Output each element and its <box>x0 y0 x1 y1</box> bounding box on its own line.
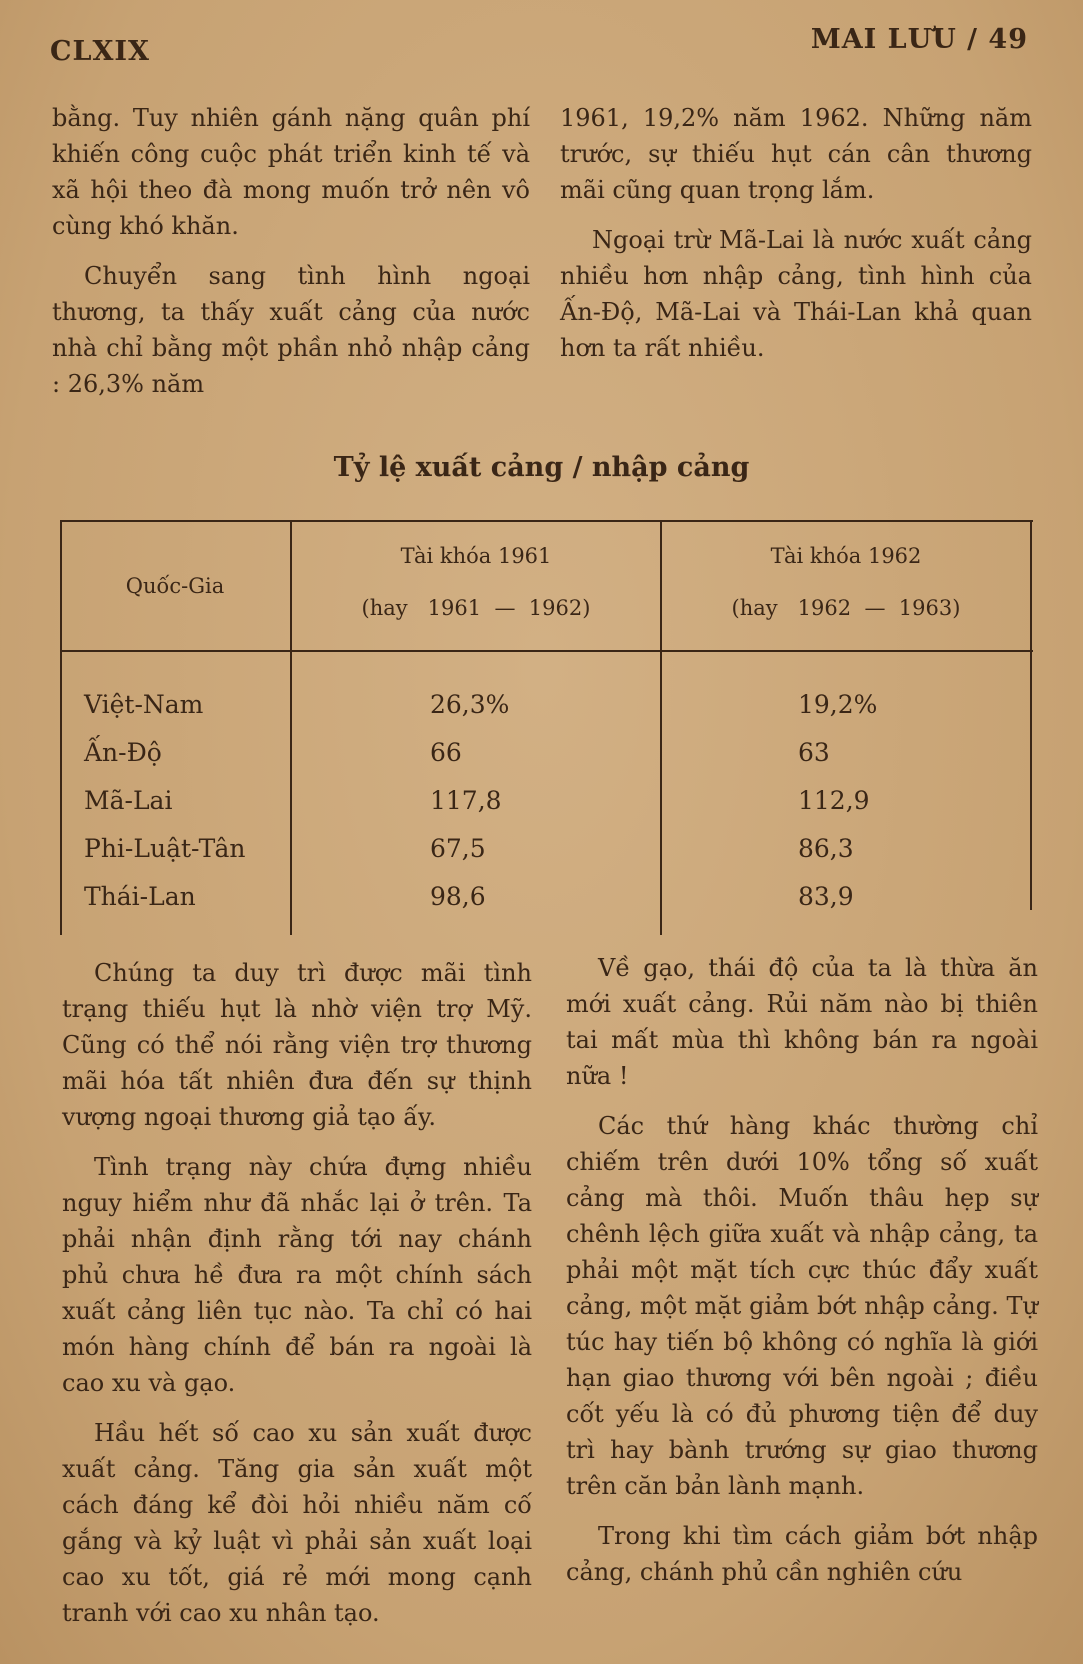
header-bottom-rule <box>60 650 1033 652</box>
value-1962-cell: 19,2% <box>798 690 878 719</box>
value-1962-cell: 86,3 <box>798 834 854 863</box>
running-title-page-number: MAI LƯU / 49 <box>810 24 1028 55</box>
bottom-left-column <box>62 955 532 1645</box>
country-cell: Mã-Lai <box>84 786 173 815</box>
header-country: Quốc-Gia <box>125 574 225 598</box>
paragraph: Ngoại trừ Mã-Lai là nước xuất cảng nhiều hơn nhập cảng, tình hình của Ấn-Độ, Mã-Lai và Thái-Lan khả quan hơn ta rất nhiều. <box>560 226 1032 362</box>
country-cell: Thái-Lan <box>84 882 196 911</box>
country-cell: Ấn-Độ <box>84 738 162 767</box>
top-left-column <box>52 100 530 416</box>
paragraph: Các thứ hàng khác thường chỉ chiếm trên dưới 10% tổng số xuất cảng mà thôi. Muốn thâu hẹp sự chênh lệch giữa xuất và nhập cảng, ta phải một mặt tích cực thúc đẩy xuất cảng, một mặt giảm bớt nhập cảng. Tự túc hay tiến bộ không có nghĩa là giới hạn giao thương với bên ngoài ; điều cốt yếu là có đủ phương tiện để duy trì hay bành trướng sự giao thương trên căn bản lành mạnh. <box>566 1112 1038 1500</box>
value-1961-cell: 98,6 <box>430 882 486 911</box>
header-fy1962-range: (hay 1962 — 1963) <box>731 596 961 620</box>
value-1962-cell: 83,9 <box>798 882 854 911</box>
value-1962-cell: 63 <box>798 738 830 767</box>
paragraph: Tình trạng này chứa đựng nhiều nguy hiểm như đã nhắc lại ở trên. Ta phải nhận định rằng tới nay chánh phủ chưa hề đưa ra một chính sách xuất cảng liên tục nào. Ta chỉ có hai món hàng chính để bán ra ngoài là cao xu và gạo. <box>62 1153 532 1397</box>
table-title: Tỷ lệ xuất cảng / nhập cảng <box>333 452 750 483</box>
section-number: CLXIX <box>50 36 151 67</box>
value-1961-cell: 26,3% <box>430 690 510 719</box>
bottom-right-column <box>566 950 1038 1604</box>
table-top-rule <box>60 520 1033 522</box>
paragraph: Về gạo, thái độ của ta là thừa ăn mới xuất cảng. Rủi năm nào bị thiên tai mất mùa thì không bán ra ngoài nữa ! <box>566 954 1038 1090</box>
header-fy1961: Tài khóa 1961 <box>400 544 552 568</box>
export-import-ratio-table <box>60 520 1033 935</box>
value-1962-cell: 112,9 <box>798 786 870 815</box>
country-cell: Việt-Nam <box>84 690 204 719</box>
header-fy1961-range: (hay 1961 — 1962) <box>361 596 591 620</box>
value-1961-cell: 117,8 <box>430 786 502 815</box>
country-cell: Phi-Luật-Tân <box>84 834 246 863</box>
page-header <box>50 22 1028 67</box>
value-1961-cell: 66 <box>430 738 462 767</box>
header-fy1962: Tài khóa 1962 <box>770 544 922 568</box>
value-1961-cell: 67,5 <box>430 834 486 863</box>
top-right-column <box>560 100 1032 380</box>
paragraph: 1961, 19,2% năm 1962. Những năm trước, sự thiếu hụt cán cân thương mãi cũng quan trọng lắm. <box>560 104 1032 204</box>
paragraph: Chuyển sang tình hình ngoại thương, ta thấy xuất cảng của nước nhà chỉ bằng một phần nhỏ nhập cảng : 26,3% năm <box>52 262 530 398</box>
paragraph: bằng. Tuy nhiên gánh nặng quân phí khiến công cuộc phát triển kinh tế và xã hội theo đà mong muốn trở nên vô cùng khó khăn. <box>52 104 530 240</box>
paragraph: Chúng ta duy trì được mãi tình trạng thiếu hụt là nhờ viện trợ Mỹ. Cũng có thể nói rằng viện trợ thương mãi hóa tất nhiên đưa đến sự thịnh vượng ngoại thương giả tạo ấy. <box>62 959 532 1131</box>
paragraph: Trong khi tìm cách giảm bớt nhập cảng, chánh phủ cần nghiên cứu <box>566 1522 1038 1586</box>
table-right-rule <box>1030 520 1032 910</box>
paragraph: Hầu hết số cao xu sản xuất được xuất cảng. Tăng gia sản xuất một cách đáng kể đòi hỏi nhiều năm cố gắng và kỷ luật vì phải sản xuất loại cao xu tốt, giá rẻ mới mong cạnh tranh với cao xu nhân tạo. <box>62 1419 532 1627</box>
